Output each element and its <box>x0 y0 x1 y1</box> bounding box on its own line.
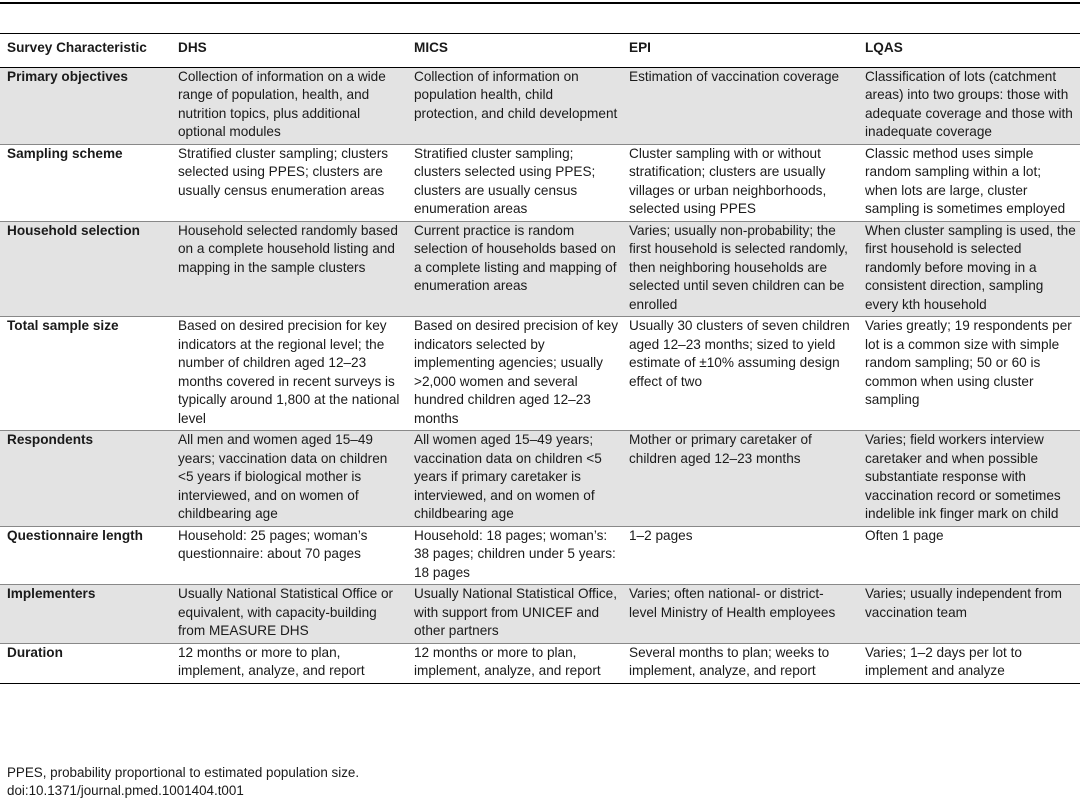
cell-lqas: Varies; usually independent from vaccination team <box>858 585 1080 644</box>
row-label: Total sample size <box>0 317 171 431</box>
footnote-doi: doi:10.1371/journal.pmed.1001404.t001 <box>7 783 244 798</box>
cell-mics: All women aged 15–49 years; vaccination data on children <5 years if primary caretaker is interviewed, and on women of childbearing age <box>407 431 622 527</box>
cell-lqas: Varies; 1–2 days per lot to implement and analyze <box>858 643 1080 683</box>
cell-lqas: When cluster sampling is used, the first household is selected randomly before moving in a consistent direction, sampling every kth household <box>858 221 1080 317</box>
row-implementers <box>0 585 1080 644</box>
row-primary-objectives <box>0 67 1080 144</box>
cell-epi: Varies; usually non-probability; the first household is selected randomly, then neighboring households are selected until seven children can be enrolled <box>622 221 858 317</box>
cell-lqas: Varies greatly; 19 respondents per lot is a common size with simple random sampling; 50 or 60 is common when using cluster sampling <box>858 317 1080 431</box>
cell-mics: Current practice is random selection of households based on a complete listing and mapping of enumeration areas <box>407 221 622 317</box>
row-total-sample-size <box>0 317 1080 431</box>
cell-epi: 1–2 pages <box>622 526 858 585</box>
row-sampling-scheme <box>0 144 1080 221</box>
cell-lqas: Classification of lots (catchment areas) into two groups: those with adequate coverage and those with inadequate coverage <box>858 67 1080 144</box>
cell-mics: Household: 18 pages; woman’s: 38 pages; children under 5 years: 18 pages <box>407 526 622 585</box>
row-label: Household selection <box>0 221 171 317</box>
cell-mics: Stratified cluster sampling; clusters selected using PPES; clusters are usually census enumeration areas <box>407 144 622 221</box>
cell-lqas: Varies; field workers interview caretaker and when possible substantiate response with vaccination record or sometimes indelible ink finger mark on child <box>858 431 1080 527</box>
header-survey-characteristic: Survey Characteristic <box>0 34 171 68</box>
survey-comparison-table <box>0 33 1080 684</box>
row-respondents <box>0 431 1080 527</box>
cell-dhs: Stratified cluster sampling; clusters selected using PPES; clusters are usually census enumeration areas <box>171 144 407 221</box>
row-label: Questionnaire length <box>0 526 171 585</box>
header-lqas: LQAS <box>858 34 1080 68</box>
row-household-selection <box>0 221 1080 317</box>
cell-lqas: Often 1 page <box>858 526 1080 585</box>
cell-mics: Based on desired precision of key indicators selected by implementing agencies; usually >2,000 women and several hundred children aged 12–23 months <box>407 317 622 431</box>
cell-dhs: 12 months or more to plan, implement, analyze, and report <box>171 643 407 683</box>
footnote-abbreviation: PPES, probability proportional to estimated population size. <box>7 765 360 780</box>
cell-epi: Several months to plan; weeks to implement, analyze, and report <box>622 643 858 683</box>
row-label: Respondents <box>0 431 171 527</box>
top-rule <box>0 2 1080 4</box>
cell-mics: Usually National Statistical Office, with support from UNICEF and other partners <box>407 585 622 644</box>
cell-epi: Mother or primary caretaker of children aged 12–23 months <box>622 431 858 527</box>
row-label: Primary objectives <box>0 67 171 144</box>
row-label: Sampling scheme <box>0 144 171 221</box>
cell-dhs: Household: 25 pages; woman’s questionnaire: about 70 pages <box>171 526 407 585</box>
row-questionnaire-length <box>0 526 1080 585</box>
row-label: Duration <box>0 643 171 683</box>
table-header <box>0 34 1080 68</box>
cell-dhs: Household selected randomly based on a complete household listing and mapping in the sample clusters <box>171 221 407 317</box>
cell-epi: Cluster sampling with or without stratification; clusters are usually villages or urban neighborhoods, selected using PPES <box>622 144 858 221</box>
cell-epi: Varies; often national- or district- level Ministry of Health employees <box>622 585 858 644</box>
cell-epi: Usually 30 clusters of seven children aged 12–23 months; sized to yield estimate of ±10% assuming design effect of two <box>622 317 858 431</box>
cell-epi: Estimation of vaccination coverage <box>622 67 858 144</box>
cell-mics: 12 months or more to plan, implement, analyze, and report <box>407 643 622 683</box>
row-label: Implementers <box>0 585 171 644</box>
cell-dhs: Usually National Statistical Office or equivalent, with capacity-building from MEASURE DHS <box>171 585 407 644</box>
table-body <box>0 67 1080 683</box>
cell-dhs: Based on desired precision for key indicators at the regional level; the number of children aged 12–23 months covered in recent surveys is typically around 1,800 at the national level <box>171 317 407 431</box>
header-epi: EPI <box>622 34 858 68</box>
cell-mics: Collection of information on population health, child protection, and child development <box>407 67 622 144</box>
header-row <box>0 34 1080 68</box>
cell-dhs: Collection of information on a wide range of population, health, and nutrition topics, plus additional optional modules <box>171 67 407 144</box>
cell-lqas: Classic method uses simple random sampling within a lot; when lots are large, cluster sampling is sometimes employed <box>858 144 1080 221</box>
header-dhs: DHS <box>171 34 407 68</box>
row-duration <box>0 643 1080 683</box>
cell-dhs: All men and women aged 15–49 years; vaccination data on children <5 years if biological mother is interviewed, and on women of childbearing age <box>171 431 407 527</box>
header-mics: MICS <box>407 34 622 68</box>
